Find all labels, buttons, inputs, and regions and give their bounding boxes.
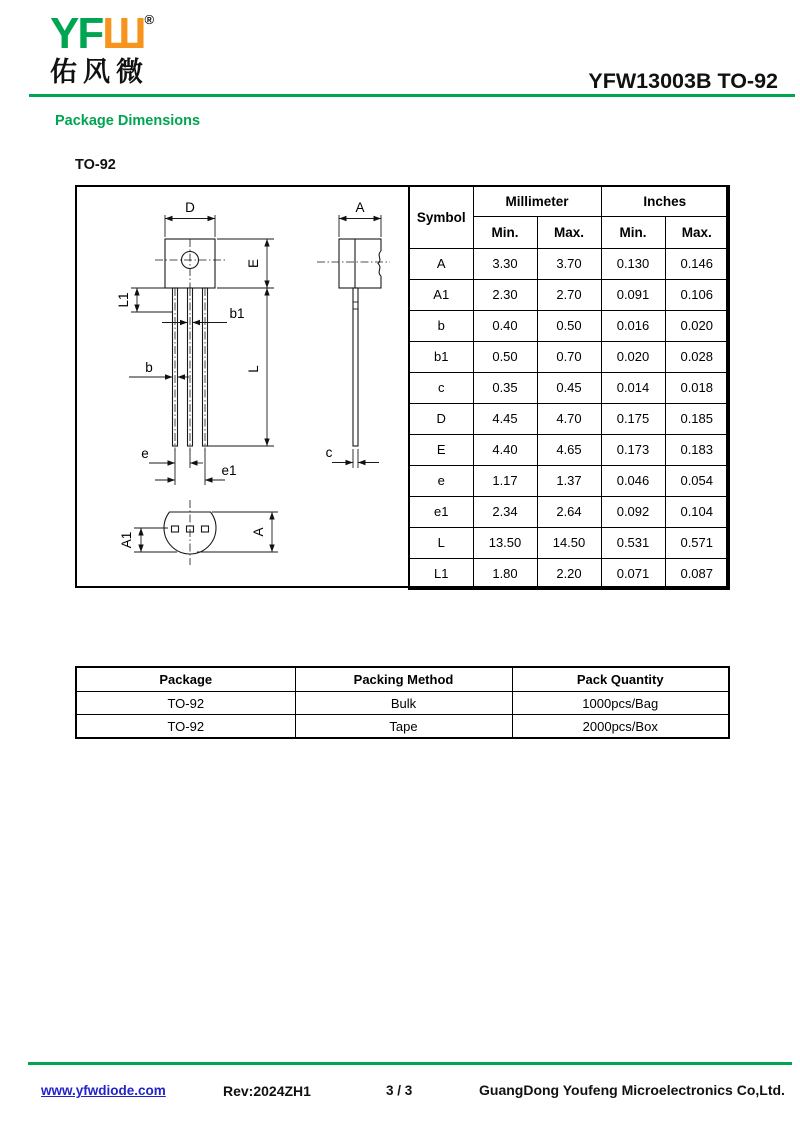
pack-cell-method: Bulk: [295, 692, 512, 715]
cell-symbol: L: [409, 527, 473, 558]
side-view-lead: [353, 288, 358, 446]
cell-mm-max: 2.20: [537, 558, 601, 589]
cell-mm-max: 0.70: [537, 341, 601, 372]
section-heading: Package Dimensions: [55, 113, 201, 129]
cell-in-max: 0.104: [665, 496, 729, 527]
packing-table: [75, 666, 730, 739]
pack-cell-method: Tape: [295, 715, 512, 739]
cell-mm-max: 4.65: [537, 434, 601, 465]
footer-website-link[interactable]: www.yfwdiode.com: [41, 1083, 166, 1098]
dim-label-L1: L1: [116, 292, 131, 308]
pack-cell-quantity: 1000pcs/Bag: [512, 692, 729, 715]
cell-mm-min: 0.40: [473, 310, 537, 341]
logo-wordmark: [50, 9, 155, 58]
footer-divider-rule: [28, 1062, 792, 1065]
table-row: [409, 558, 729, 589]
pack-header-package: Package: [76, 667, 295, 692]
table-row: [76, 692, 729, 715]
dim-L1: [116, 288, 172, 312]
cell-in-min: 0.091: [601, 279, 665, 310]
pack-header-method: Packing Method: [295, 667, 512, 692]
col-header-in-max: Max.: [665, 216, 729, 248]
table-row: [409, 527, 729, 558]
front-view: [116, 200, 274, 485]
table-row: [409, 341, 729, 372]
cell-symbol: D: [409, 403, 473, 434]
company-logo: [50, 9, 155, 87]
cell-mm-max: 2.64: [537, 496, 601, 527]
cell-in-max: 0.106: [665, 279, 729, 310]
dim-label-b1: b1: [229, 306, 245, 321]
cell-symbol: e1: [409, 496, 473, 527]
logo-u-glyph: Ш: [102, 9, 145, 58]
cell-symbol: c: [409, 372, 473, 403]
cell-symbol: b: [409, 310, 473, 341]
side-view: [317, 200, 390, 468]
cell-mm-max: 0.45: [537, 372, 601, 403]
cell-mm-max: 3.70: [537, 248, 601, 279]
cell-in-max: 0.018: [665, 372, 729, 403]
cell-in-min: 0.531: [601, 527, 665, 558]
cell-in-max: 0.087: [665, 558, 729, 589]
cell-in-max: 0.146: [665, 248, 729, 279]
cell-mm-max: 2.70: [537, 279, 601, 310]
cell-mm-min: 1.80: [473, 558, 537, 589]
registered-trademark-icon: ®: [144, 12, 155, 27]
cell-in-min: 0.130: [601, 248, 665, 279]
cell-mm-min: 1.17: [473, 465, 537, 496]
table-row: [409, 279, 729, 310]
dim-D: [165, 200, 215, 237]
dim-e1: [155, 449, 237, 485]
dim-b: [129, 360, 189, 377]
cell-in-max: 0.183: [665, 434, 729, 465]
col-header-inches: Inches: [601, 186, 729, 216]
dim-E: [217, 239, 274, 288]
cell-mm-min: 3.30: [473, 248, 537, 279]
footer-revision: Rev:2024ZH1: [223, 1083, 311, 1099]
logo-yf-text: YF: [50, 9, 103, 58]
cell-symbol: A1: [409, 279, 473, 310]
table-row: [409, 403, 729, 434]
col-header-millimeter: Millimeter: [473, 186, 601, 216]
cell-symbol: b1: [409, 341, 473, 372]
cell-in-max: 0.054: [665, 465, 729, 496]
side-view-body: [339, 239, 381, 288]
table-row: [409, 496, 729, 527]
cell-mm-max: 0.50: [537, 310, 601, 341]
header-divider-rule: [29, 94, 795, 97]
cell-mm-max: 4.70: [537, 403, 601, 434]
table-row: [409, 465, 729, 496]
cell-in-max: 0.185: [665, 403, 729, 434]
cell-in-min: 0.173: [601, 434, 665, 465]
bottom-view: [119, 500, 278, 565]
cell-in-min: 0.092: [601, 496, 665, 527]
dim-label-c: c: [325, 445, 333, 460]
pack-cell-package: TO-92: [76, 715, 295, 739]
dim-label-e1: e1: [221, 463, 237, 478]
cell-symbol: L1: [409, 558, 473, 589]
dim-label-b: b: [145, 360, 153, 375]
dim-A-side: [339, 200, 381, 237]
cell-in-min: 0.046: [601, 465, 665, 496]
footer-page-indicator: 3 / 3: [386, 1083, 413, 1098]
dim-label-A1: A1: [119, 531, 134, 549]
dim-label-e: e: [141, 446, 149, 461]
table-row: [409, 434, 729, 465]
table-row: [409, 248, 729, 279]
cell-symbol: e: [409, 465, 473, 496]
footer-company-name: GuangDong Youfeng Microelectronics Co,Ltd.: [479, 1082, 785, 1098]
cell-symbol: E: [409, 434, 473, 465]
col-header-mm-max: Max.: [537, 216, 601, 248]
front-view-leads: [173, 288, 208, 451]
col-header-symbol: Symbol: [409, 186, 473, 248]
dim-label-A-side: A: [355, 200, 365, 215]
dimension-table: [408, 185, 730, 590]
cell-mm-min: 0.35: [473, 372, 537, 403]
cell-mm-max: 14.50: [537, 527, 601, 558]
cell-mm-min: 2.30: [473, 279, 537, 310]
table-row: [76, 715, 729, 739]
cell-mm-min: 13.50: [473, 527, 537, 558]
dim-label-L: L: [246, 365, 261, 373]
cell-in-min: 0.016: [601, 310, 665, 341]
cell-mm-max: 1.37: [537, 465, 601, 496]
col-header-in-min: Min.: [601, 216, 665, 248]
to92-technical-drawing: [77, 187, 410, 586]
pack-cell-quantity: 2000pcs/Box: [512, 715, 729, 739]
dim-e: [141, 446, 203, 485]
package-type-label: TO-92: [75, 157, 116, 173]
col-header-mm-min: Min.: [473, 216, 537, 248]
dim-label-D: D: [185, 200, 195, 215]
cell-in-max: 0.020: [665, 310, 729, 341]
logo-chinese-name: 佑风微: [50, 57, 149, 87]
cell-in-min: 0.014: [601, 372, 665, 403]
pack-header-quantity: Pack Quantity: [512, 667, 729, 692]
cell-in-min: 0.020: [601, 341, 665, 372]
dim-label-E: E: [246, 258, 261, 269]
cell-in-min: 0.071: [601, 558, 665, 589]
cell-in-min: 0.175: [601, 403, 665, 434]
dim-label-A-bottom: A: [251, 527, 266, 537]
table-row: [409, 310, 729, 341]
dim-c: [326, 445, 379, 468]
cell-in-max: 0.571: [665, 527, 729, 558]
table-row: [409, 372, 729, 403]
cell-symbol: A: [409, 248, 473, 279]
cell-mm-min: 4.40: [473, 434, 537, 465]
cell-mm-min: 4.45: [473, 403, 537, 434]
pack-cell-package: TO-92: [76, 692, 295, 715]
cell-mm-min: 2.34: [473, 496, 537, 527]
cell-mm-min: 0.50: [473, 341, 537, 372]
document-title: YFW13003B TO-92: [588, 69, 778, 93]
cell-in-max: 0.028: [665, 341, 729, 372]
